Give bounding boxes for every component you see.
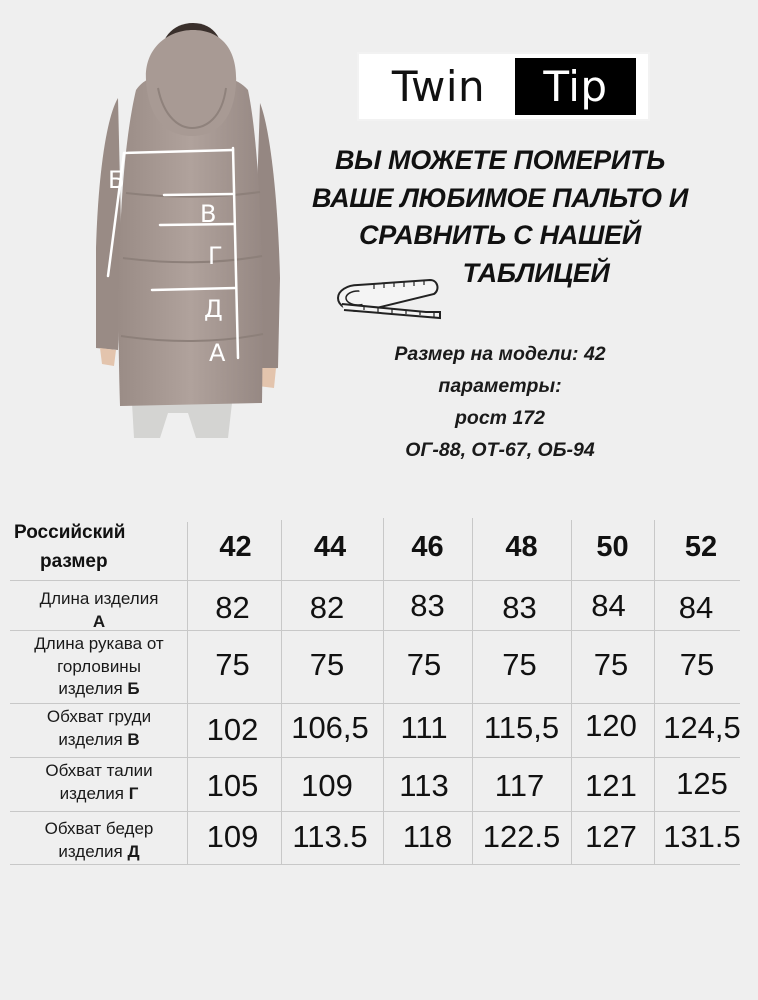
table-cell: 111 xyxy=(400,710,448,745)
headline-line: ВАШЕ ЛЮБИМОЕ ПАЛЬТО И xyxy=(311,182,689,213)
row-label-letter: Д xyxy=(127,841,140,861)
headline-line: ВЫ МОЖЕТЕ ПОМЕРИТЬ xyxy=(334,145,666,175)
table-cell: 102 xyxy=(206,712,259,747)
row-label-line: Длина изделия xyxy=(39,589,159,608)
table-cell: 113.5 xyxy=(292,819,368,854)
table-cell: 118 xyxy=(402,819,453,854)
table-grid-line xyxy=(383,518,384,864)
table-cell: 105 xyxy=(206,768,259,803)
brand-logo xyxy=(357,52,650,121)
table-cell: 75 xyxy=(679,647,715,682)
size-column-header: 42 xyxy=(219,531,252,563)
measure-letter-d: Д xyxy=(204,295,223,323)
table-cell: 120 xyxy=(585,708,637,743)
table-cell: 121 xyxy=(585,768,637,803)
row-label-letter: Г xyxy=(128,783,139,803)
measure-letter-b: Б xyxy=(108,166,125,194)
coat-measurement-figure xyxy=(88,18,293,443)
size-column-header: 44 xyxy=(313,531,347,563)
measure-letter-a: А xyxy=(209,339,226,367)
brand-word-1: Twin xyxy=(391,62,486,111)
row-label-sleeve-length xyxy=(10,633,188,701)
measure-letter-v: В xyxy=(200,200,217,228)
table-cell: 122.5 xyxy=(482,819,561,854)
table-grid-line xyxy=(472,518,473,864)
row-label-letter: В xyxy=(127,729,140,749)
table-cell: 109 xyxy=(206,819,259,854)
table-cell: 84 xyxy=(591,588,626,623)
coat-back-illustration xyxy=(88,18,293,443)
row-label-line: Обхват талии xyxy=(45,761,153,780)
table-cell: 109 xyxy=(301,768,353,803)
model-param-line: Размер на модели: 42 xyxy=(394,343,606,365)
table-grid-line xyxy=(10,703,740,704)
row-label-letter: Б xyxy=(127,679,140,698)
table-cell: 82 xyxy=(309,590,345,625)
table-cell: 83 xyxy=(502,590,537,625)
row-label-line: изделия xyxy=(59,783,129,803)
size-column-header: 52 xyxy=(684,531,718,563)
table-cell: 115,5 xyxy=(483,710,560,745)
row-label-length xyxy=(10,588,188,633)
row-label-waist xyxy=(10,760,188,805)
row-label-line: Длина рукава от xyxy=(34,634,164,653)
row-label-line: горловины xyxy=(57,656,141,676)
table-cell: 125 xyxy=(676,766,728,801)
headline xyxy=(300,142,700,292)
measuring-tape-icon xyxy=(334,276,446,324)
row-label-line: изделия xyxy=(58,679,128,698)
table-cell: 75 xyxy=(309,647,345,682)
headline-line: СРАВНИТЬ С НАШЕЙ xyxy=(359,220,641,250)
table-grid-line xyxy=(10,864,740,865)
table-grid-line xyxy=(281,520,282,864)
row-label-line: изделия xyxy=(58,729,128,749)
size-column-header: 46 xyxy=(411,531,444,563)
table-cell: 127 xyxy=(585,819,637,854)
table-cell: 131.5 xyxy=(663,819,741,854)
table-cell: 113 xyxy=(399,768,449,803)
table-cell: 124,5 xyxy=(663,710,741,745)
table-cell: 83 xyxy=(410,588,445,623)
table-cell: 75 xyxy=(593,647,629,682)
table-cell: 75 xyxy=(406,647,442,682)
table-grid-line xyxy=(10,630,740,631)
model-parameters xyxy=(340,338,660,466)
row-label-line: изделия xyxy=(58,841,128,861)
table-cell: 84 xyxy=(678,590,714,625)
table-cell: 75 xyxy=(215,647,250,682)
row-label-chest xyxy=(10,706,188,751)
headline-line: ТАБЛИЦЕЙ xyxy=(462,257,610,288)
table-grid-line xyxy=(571,520,572,864)
row-label-letter: А xyxy=(92,611,106,631)
table-cell: 82 xyxy=(215,590,250,625)
brand-word-2: Tip xyxy=(515,58,636,115)
size-column-header: 50 xyxy=(596,531,629,563)
size-column-header: 48 xyxy=(505,531,538,563)
table-grid-line xyxy=(10,580,740,581)
measure-letter-g: Г xyxy=(208,242,223,270)
row-label-hips xyxy=(10,818,188,863)
size-header-label xyxy=(14,518,184,576)
table-cell: 106,5 xyxy=(291,710,369,745)
model-param-line: ОГ-88, ОТ-67, ОБ-94 xyxy=(405,439,595,461)
size-header-label-line: размер xyxy=(40,551,108,572)
model-param-line: параметры: xyxy=(438,375,562,397)
row-label-line: Обхват бедер xyxy=(44,819,154,838)
table-cell: 75 xyxy=(502,647,537,682)
row-label-line: Обхват груди xyxy=(46,707,152,726)
model-param-line: рост 172 xyxy=(455,407,545,429)
table-grid-line xyxy=(10,811,740,812)
size-header-label-line: Российский xyxy=(14,522,126,543)
table-grid-line xyxy=(187,522,188,864)
table-cell: 117 xyxy=(494,768,545,803)
table-grid-line xyxy=(654,520,655,864)
table-grid-line xyxy=(10,757,740,758)
